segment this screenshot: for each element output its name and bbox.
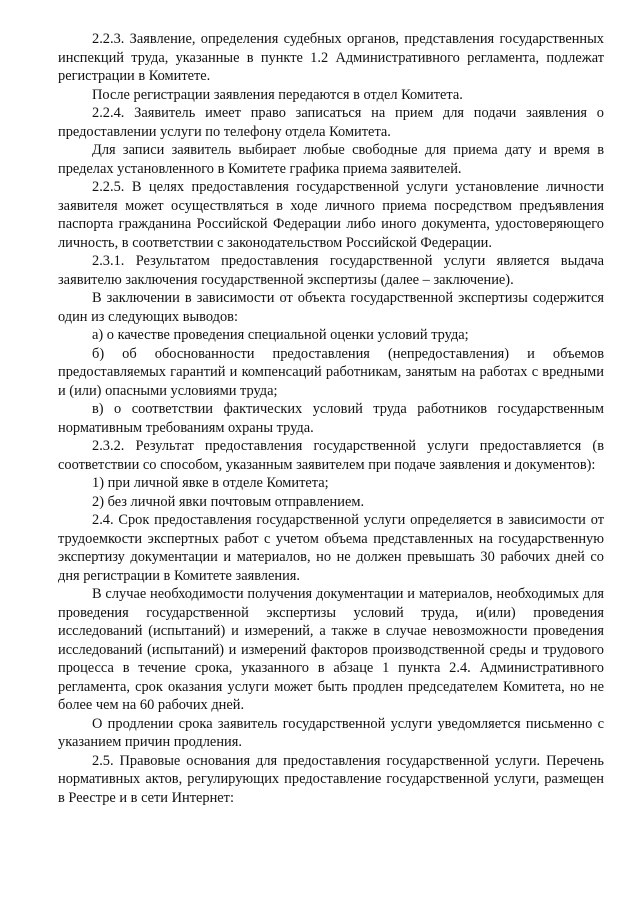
paragraph-2-3-1: 2.3.1. Результатом предоставления государственной услуги является выдача заявителю заключения государственной экспертизы (далее – заключение).: [58, 253, 604, 288]
list-item-v: в) о соответствии фактических условий труда работников государственным нормативным требованиям охраны труда.: [58, 401, 604, 436]
paragraph-extension-notice: О продлении срока заявитель государственной услуги уведомляется письменно с указанием причин продления.: [58, 715, 604, 750]
paragraph-term-extension: В случае необходимости получения документации и материалов, необходимых для проведения государственной экспертизы условий труда, и(или) проведения исследований (испытаний) и измерений, а также в случае невозможности проведения исследований (испытаний) и измерений факторов производственной среды и трудового процесса в течение срока, указанного в абзаце 1 пункта 2.4. Административного регламента, срок оказания услуги может быть продлен председателем Комитета, но не более чем на 60 рабочих дней.: [58, 586, 604, 713]
paragraph-registration-transfer: После регистрации заявления передаются в отдел Комитета.: [92, 86, 463, 103]
paragraph-appointment-choice: Для записи заявитель выбирает любые свободные для приема дату и время в пределах установленного в Комитете графика приема заявителей.: [58, 142, 604, 177]
list-item-a: а) о качестве проведения специальной оценки условий труда;: [92, 327, 469, 343]
paragraph-2-4: 2.4. Срок предоставления государственной услуги определяется в зависимости от трудоемкости экспертных работ с учетом объема представленных на государственную экспертизу документации и материалов, но не должен превышать 30 рабочих дней со дня регистрации в Комитете заявления.: [58, 512, 604, 584]
list-item-b: б) об обоснованности предоставления (непредоставления) и объемов предоставляемых гарантий и компенсаций работникам, занятым на работах с вредными и (или) опасными условиями труда;: [58, 345, 604, 399]
paragraph-2-2-5: 2.2.5. В целях предоставления государственной услуги установление личности заявителя может осуществляться в ходе личного приема посредством предъявления паспорта гражданина Российской Федерации либо иного документа, удостоверяющего личность, в соответствии с законодательством Российской Федерации.: [58, 179, 604, 251]
paragraph-2-5: 2.5. Правовые основания для предоставления государственной услуги. Перечень нормативных актов, регулирующих предоставление государственной услуги, размещен в Реестре и в сети Интернет:: [58, 752, 604, 806]
paragraph-2-2-3: 2.2.3. Заявление, определения судебных органов, представления государственных инспекций труда, указанные в пункте 1.2 Административного регламента, подлежат регистрации в Комитете.: [58, 31, 604, 84]
document-page: [58, 30, 604, 807]
paragraph-conclusion-intro: В заключении в зависимости от объекта государственной экспертизы содержится один из следующих выводов:: [58, 290, 604, 325]
paragraph-2-2-4: 2.2.4. Заявитель имеет право записаться на прием для подачи заявления о предоставлении услуги по телефону отдела Комитета.: [58, 105, 604, 140]
paragraph-2-3-2: 2.3.2. Результат предоставления государственной услуги предоставляется (в соответствии со способом, указанным заявителем при подаче заявления и документов):: [58, 438, 604, 473]
list-item-1: 1) при личной явке в отделе Комитета;: [92, 475, 329, 491]
list-item-2: 2) без личной явки почтовым отправлением.: [92, 493, 365, 510]
